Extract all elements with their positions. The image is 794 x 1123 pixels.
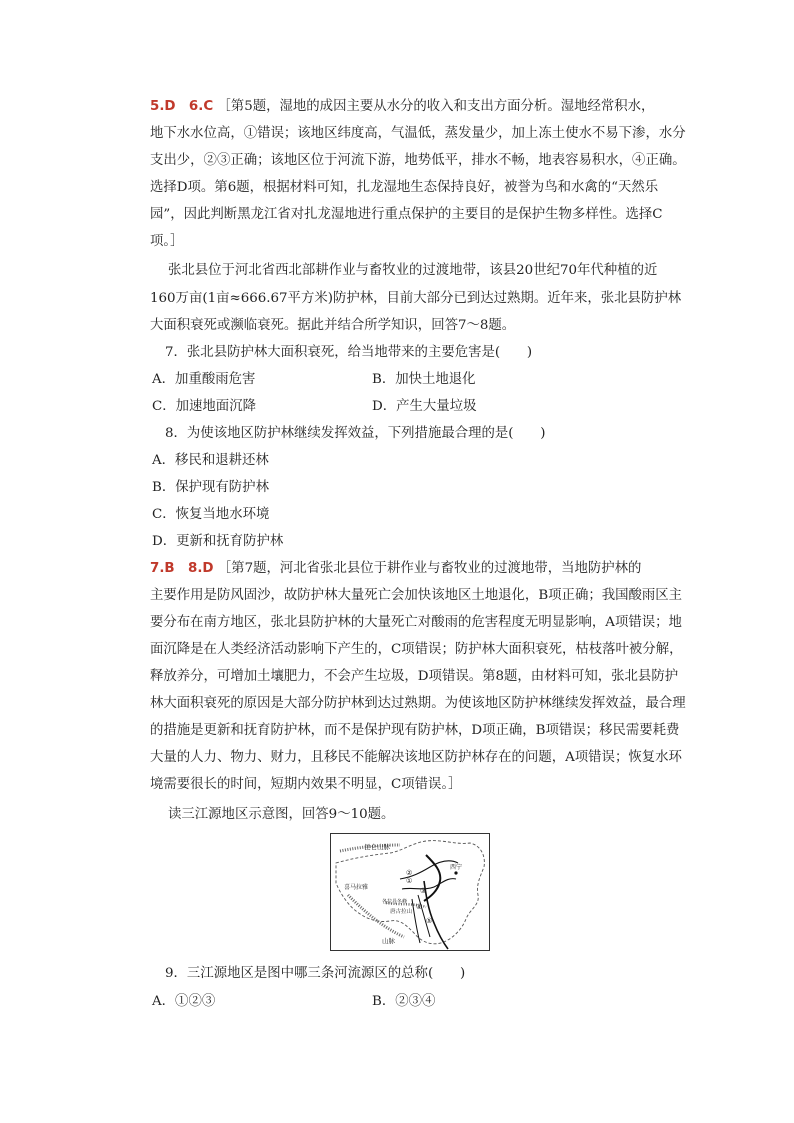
material-paragraph: 大面积衰死或濒临衰死。据此并结合所学知识，回答7～8题。 — [150, 318, 516, 333]
river-marker-5: ⑤ — [426, 917, 433, 925]
south-range-label-2: 山脉 — [382, 937, 395, 945]
answer-key-7-8: 7.B 8.D — [150, 561, 214, 576]
answer-line-7-8 — [150, 560, 641, 578]
river-marker-2: ② — [406, 869, 413, 877]
option-9b: B．②③④ — [372, 994, 436, 1009]
explanation-line: 选择D项。第6题，根据材料可知，扎龙湿地生态保持良好，被誉为鸟和水禽的“天然乐 — [150, 180, 659, 195]
option-7a: A．加重酸雨危害 — [152, 372, 256, 387]
explanation-line: 的措施是更新和抚育防护林，而不是保护现有防护林，D项正确，B项错误；移民需要耗费 — [150, 723, 680, 738]
material-paragraph: 张北县位于河北省西北部耕作业与畜牧业的过渡地带，该县20世纪70年代种植的近 — [168, 263, 658, 278]
explanation-line: 林大面积衰死的原因是大部分防护林到达过熟期。为使该地区防护林继续发挥效益，最合理 — [150, 696, 686, 711]
material-9-10: 读三江源地区示意图，回答9～10题。 — [168, 807, 395, 822]
north-range-label: 昆仑山脉 — [364, 843, 390, 851]
explanation-text: ［第5题，湿地的成因主要从水分的收入和支出方面分析。湿地经常积水， — [217, 99, 655, 114]
explanation-line: 地下水水位高，①错误；该地区纬度高，气温低，蒸发量少，加上冻土使水不易下渗，水分 — [150, 126, 686, 141]
explanation-line: 释放养分，可增加土壤肥力，不会产生垃圾，D项错误。第8题，由材料可知，张北县防护 — [150, 669, 679, 684]
city-label: 西宁 — [450, 864, 463, 871]
sanjiangyuan-map — [330, 833, 490, 951]
explanation-line: 大量的人力、物力、财力，且移民不能解决该地区防护林存在的问题，A项错误；恢复水环 — [150, 750, 682, 765]
explanation-line: 支出少，②③正确；该地区位于河流下游，地势低平，排水不畅，地表容易积水，④正确。 — [150, 153, 686, 168]
explanation-line: 园”，因此判断黑龙江省对扎龙湿地进行重点保护的主要目的是保护生物多样性。选择C — [150, 207, 663, 222]
option-7b: B．加快土地退化 — [372, 372, 476, 387]
river-marker-3: ③ — [420, 887, 427, 895]
south-range-label: 喜马拉雅 — [344, 884, 369, 891]
explanation-line: 面沉降是在人类经济活动影响下产生的，C项错误；防护林大面积衰死，枯枝落叶被分解， — [150, 642, 683, 657]
explanation-line: 主要作用是防风固沙，故防护林大量死亡会加快该地区土地退化，B项正确；我国酸雨区主 — [150, 588, 683, 603]
explanation-line: 境需要很长的时间，短期内效果不明显，C项错误。］ — [150, 777, 462, 792]
option-8c: C．恢复当地水环境 — [152, 507, 270, 522]
mountain-label: 唐古拉山 — [390, 909, 413, 915]
question-7-stem: 7．张北县防护林大面积衰死，给当地带来的主要危害是( ) — [165, 345, 533, 360]
option-8a: A．移民和退耕还林 — [152, 453, 269, 468]
question-8-stem: 8．为使该地区防护林继续发挥效益，下列措施最合理的是( ) — [165, 426, 546, 441]
peak-label: 各拉丹冬峰 — [382, 899, 408, 905]
river-marker-1: ① — [406, 877, 413, 885]
option-8d: D．更新和抚育防护林 — [152, 534, 284, 549]
question-9-stem: 9．三江源地区是图中哪三条河流源区的总称( ) — [165, 966, 466, 981]
option-8b: B．保护现有防护林 — [152, 480, 269, 495]
answer-key-5-6: 5.D 6.C — [150, 99, 214, 114]
explanation-line: 项。］ — [150, 234, 184, 249]
material-paragraph: 160万亩(1亩≈666.67平方米)防护林，目前大部分已到达过熟期。近年来，张北县防护林 — [150, 291, 682, 306]
river-marker-4: ④ — [416, 903, 423, 911]
explanation-line: 要分布在南方地区，张北县防护林的大量死亡对酸雨的危害程度无明显影响，A项错误；地 — [150, 615, 682, 630]
answer-line-5-6 — [150, 98, 654, 116]
option-7d: D．产生大量垃圾 — [372, 399, 477, 414]
option-9a: A．①②③ — [152, 994, 216, 1009]
option-7c: C．加速地面沉降 — [152, 399, 256, 414]
explanation-text: ［第7题，河北省张北县位于耕作业与畜牧业的过渡地带，当地防护林的 — [217, 561, 642, 576]
